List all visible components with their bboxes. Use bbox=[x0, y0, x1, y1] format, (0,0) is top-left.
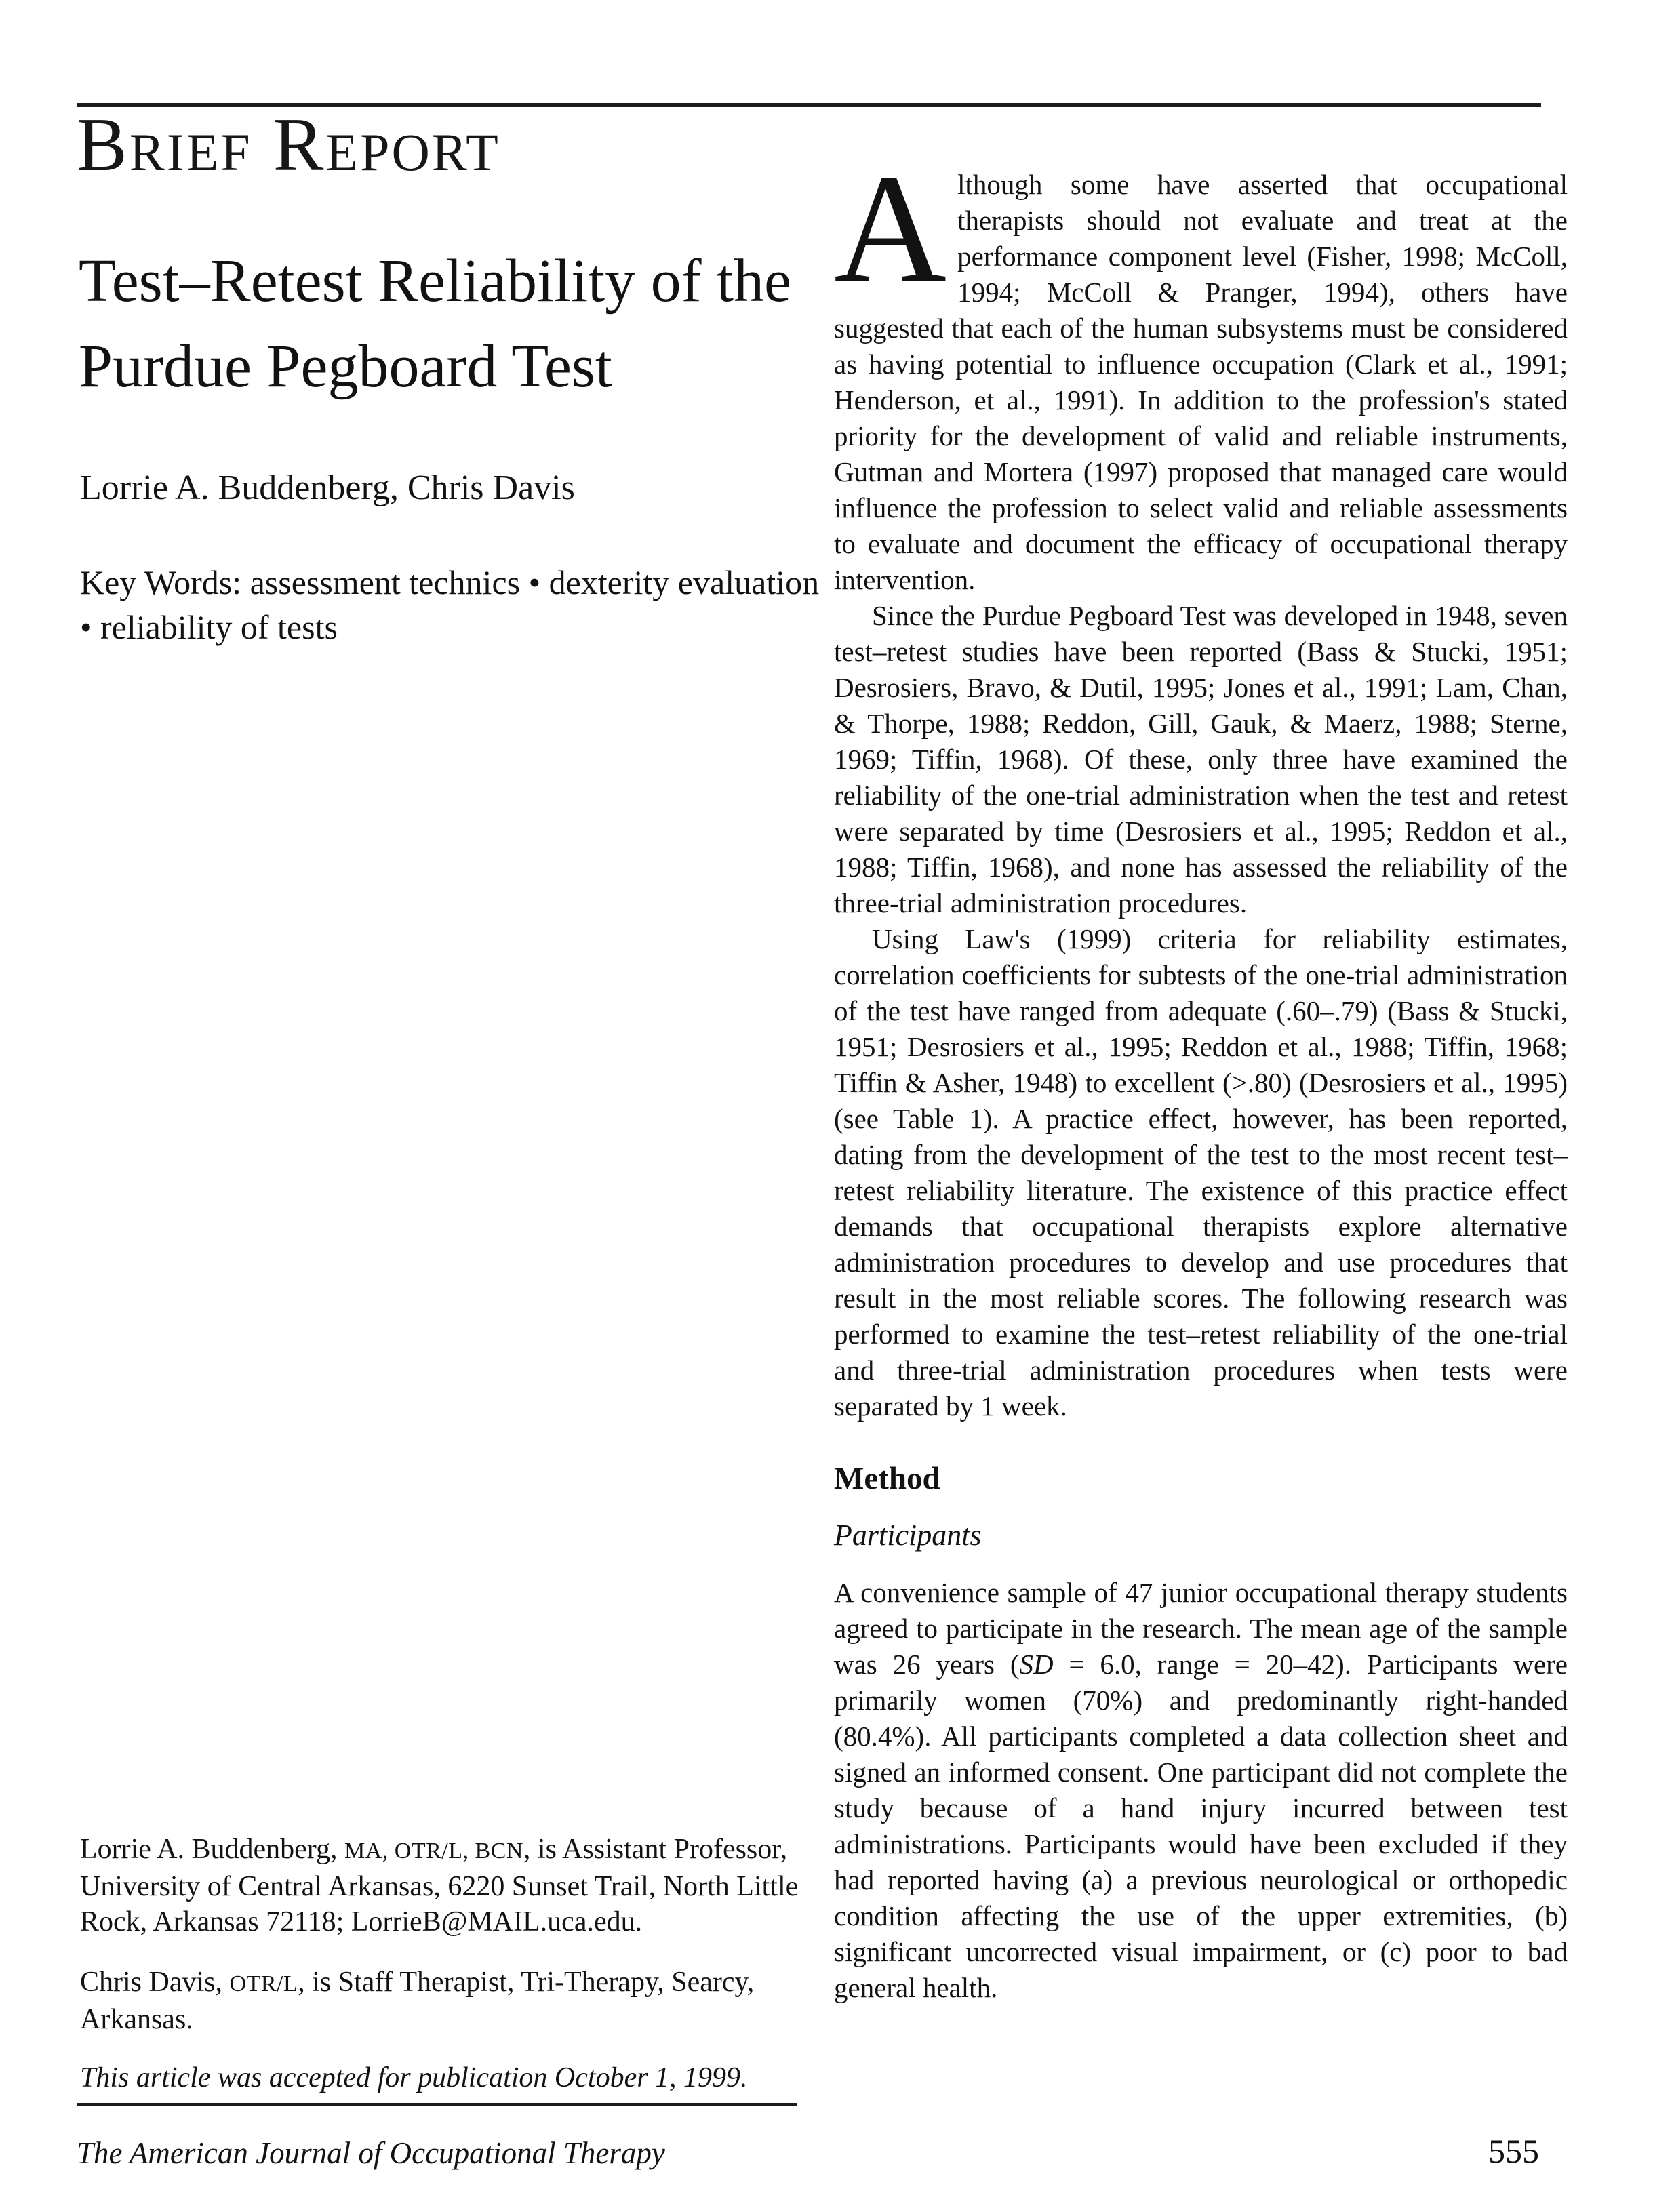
section-heading: Brief Report bbox=[77, 103, 500, 187]
participants-text-pre: A convenience sample of 47 junior occupational therapy students agreed to participate in the research. The mean age of the sample was 26 years ( bbox=[834, 1577, 1568, 1680]
participants-text-post: = 6.0, range = 20–42). Participants were primarily women (70%) and predominantly right-handed (80.4%). All participants completed a data collection sheet and signed an informed consent. One participant did not complete the study because of a hand injury incurred between test administrations. Participants would have been excluded if they had reported having (a) a previous neurological or orthopedic condition affecting the use of the upper extremities, (b) significant uncorrected visual impairment, or (c) poor to bad general health. bbox=[834, 1649, 1568, 2003]
affiliation-davis-details: , is Staff Therapist, Tri-Therapy, Searcy, Arkansas. bbox=[80, 1967, 755, 2035]
article-title: Test–Retest Reliability of the Purdue Pegboard Test bbox=[79, 247, 791, 400]
journal-name: The American Journal of Occupational Therapy bbox=[77, 2136, 665, 2170]
drop-cap: A bbox=[834, 142, 947, 315]
credentials-buddenberg: MA, OTR/L, BCN bbox=[344, 1838, 523, 1864]
article-authors: Lorrie A. Buddenberg, Chris Davis bbox=[80, 468, 575, 507]
article-keywords: Key Words: assessment technics • dexterity evaluation • reliability of tests bbox=[80, 563, 820, 646]
affiliation-buddenberg-details: , is Assistant Professor, University of Central Arkansas, 6220 Sunset Trail, North Little Rock, Arkansas 72118; LorrieB@MAIL.uca.edu. bbox=[80, 1834, 799, 1937]
body-column bbox=[834, 142, 1568, 2006]
background-paragraph: Since the Purdue Pegboard Test was developed in 1948, seven test–retest studies have been reported (Bass & Stucki, 1951; Desrosiers, Bravo, & Dutil, 1995; Jones et al., 1991; Lam, Chan, & Thorpe, 1988; Reddon, Gill, Gauk, & Maerz, 1988; Sterne, 1969; Tiffin, 1968). Of these, only three have examined the reliability of the one-trial administration when the test and retest were separated by time (Desrosiers et al., 1995; Reddon et al., 1988; Tiffin, 1968), and none has assessed the reliability of the three-trial administration procedures. bbox=[834, 600, 1568, 919]
affiliation-buddenberg-name: Lorrie A. Buddenberg, bbox=[80, 1834, 344, 1865]
page-number: 555 bbox=[1488, 2132, 1539, 2170]
method-heading: Method bbox=[834, 1461, 940, 1496]
footnote-rule bbox=[77, 2103, 797, 2106]
participants-paragraph bbox=[834, 1575, 1568, 2006]
sd-term: SD bbox=[1019, 1649, 1054, 1680]
intro-paragraph bbox=[834, 142, 1568, 598]
credentials-davis: OTR/L bbox=[229, 1971, 298, 1996]
intro-paragraph-text: lthough some have asserted that occupational therapists should not evaluate and treat at the performance component level (Fisher, 1998; McColl, 1994; McColl & Pranger, 1994), others have suggested that each of the human subsystems must be considered as having potential to influence occupation (Clark et al., 1991; Henderson, et al., 1991). In addition to the profession's stated priority for the development of valid and reliable instruments, Gutman and Mortera (1997) proposed that managed care would influence the profession to select valid and reliable assessments to evaluate and document the efficacy of occupational therapy intervention. bbox=[834, 169, 1568, 595]
affiliation-davis bbox=[80, 1965, 805, 2037]
acceptance-note: This article was accepted for publication October 1, 1999. bbox=[80, 2062, 748, 2093]
affiliation-davis-name: Chris Davis, bbox=[80, 1967, 230, 1998]
participants-subheading: Participants bbox=[834, 1519, 982, 1552]
affiliation-buddenberg bbox=[80, 1832, 805, 1939]
reliability-paragraph: Using Law's (1999) criteria for reliability estimates, correlation coefficients for subtests of the one-trial administration of the test have ranged from adequate (.60–.79) (Bass & Stucki, 1951; Desrosiers et al., 1995; Reddon et al., 1988; Tiffin, 1968; Tiffin & Asher, 1948) to excellent (>.80) (Desrosiers et al., 1995) (see Table 1). A practice effect, however, has been reported, dating from the development of the test to the most recent test–retest reliability literature. The existence of this practice effect demands that occupational therapists explore alternative administration procedures to develop and use procedures that result in the most reliable scores. The following research was performed to examine the test–retest reliability of the one-trial and three-trial administration procedures when tests were separated by 1 week. bbox=[834, 923, 1568, 1422]
